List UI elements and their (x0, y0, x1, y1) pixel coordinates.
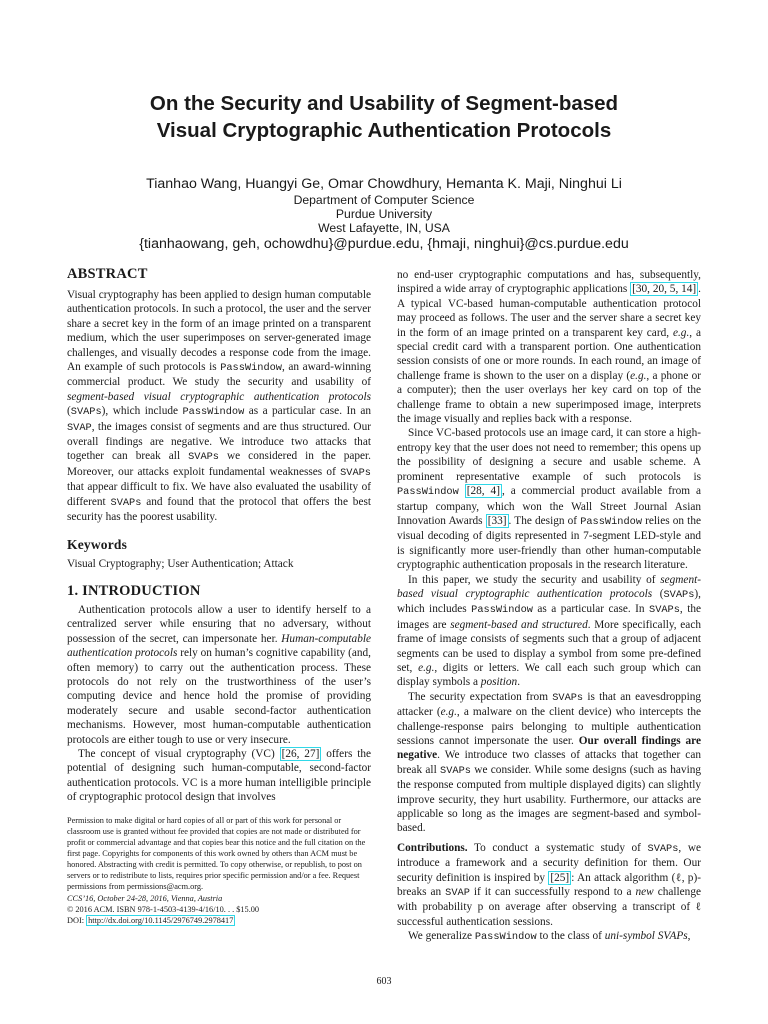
keywords-heading: Keywords (67, 536, 128, 552)
right-column (397, 268, 701, 945)
left-column (67, 265, 371, 805)
abstract-heading: ABSTRACT (67, 266, 148, 282)
intro-paragraph-2: The concept of visual cryptography (VC) [26, 27] offers the potential of designing such human-computable, second-factor authentication protocols. VC is a more human intelligible principle of cryptographic protocol design that involves (67, 747, 371, 804)
citation-link[interactable]: [33] (487, 514, 507, 527)
keywords-text: Visual Cryptography; User Authentication; Attack (67, 557, 294, 570)
contributions-paragraph: Contributions. To conduct a systematic study of SVAPs, we introduce a framework and a security definition for them. Our security definition is inspired by [25] : An attack algorithm (ℓ, p)-breaks an SVAP if it can successfully respond to a new challenge with probability p on average after observing a transcript of ℓ successful authentication sessions. (397, 841, 701, 928)
citation-link[interactable]: [25] (550, 871, 570, 884)
introduction-heading: 1. INTRODUCTION (67, 582, 201, 599)
author-block (40, 175, 728, 253)
title-line-2: Visual Cryptographic Authentication Protocols (156, 119, 612, 142)
right-paragraph-2: Since VC-based protocols use an image card, it can store a high-entropy key that the user does not need to remember; this opens up the possibility of designing a secure and usable scheme. A prominent representative example of such protocols is PassWindow [28, 4] , a commercial product available from a startup company, which won the Wall Street Journal Asian Innovation Awards [33] . The design of PassWindow relies on the visual decoding of digits represented in 7-segment LED-style and is significantly more user-friendly than other human-computable cryptographic authentication proposals in the research literature. (397, 427, 701, 572)
permission-notice (67, 815, 373, 926)
affiliation-univ: Purdue University (335, 207, 433, 221)
intro-paragraph-1: Authentication protocols allow a user to identify herself to a centralized server while ensuring that no adversary, without possession of the secret, can impersonate her. Human-computable authentication protocols rely on human’s cognitive capability (and, often memory) to carry out the authentication process. These protocols do not rely on the trustworthiness of the user’s computing device and hence hold the promise of providing moderately secure and usable second-factor authentication mechanisms. However, most human-computable authentication protocols are either tough to use or very insecure. (67, 603, 371, 746)
right-paragraph-1: no end-user cryptographic computations and has, subsequently, inspired a wide array of cryptographic applications [30, 20, 5, 14] . A typical VC-based human-computable authentication protocol may proceed as follows. The user and the server share a secret key in the form of an image printed on a transparent key card, e.g., a special credit card with a transparent portion. One authentication session consists of one or more rounds. In each round, an image of challenge frame is shown to the user on a display (e.g., a phone or a computer); then the user overlays her key card on top of the challenge frame to obtain a new superimposed image, interprets the image visually and replies back with a response. (397, 269, 701, 426)
title-line-1: On the Security and Usability of Segment-based (149, 92, 619, 115)
author-names: Tianhao Wang, Huangyi Ge, Omar Chowdhury, Hemanta K. Maji, Ninghui Li (146, 176, 622, 192)
copyright-line: © 2016 ACM. ISBN 978-1-4503-4139-4/16/10. . . $15.00 (67, 905, 260, 914)
right-paragraph-6: We generalize PassWindow to the class of uni-symbol SVAPs, (408, 930, 691, 944)
page-number: 603 (376, 976, 392, 987)
affiliation-location: West Lafayette, IN, USA (318, 221, 450, 235)
paper-title (40, 90, 728, 144)
citation-link[interactable]: [28, 4] (466, 485, 500, 498)
right-paragraph-3: In this paper, we study the security and usability of segment-based visual cryptographic authentication protocols (SVAPs), which includes PassWindow as a particular case. In SVAPs, the images are segment-based and structured. More specifically, each frame of image consists of segments such that a group of adjacent segments can be used to display a symbol from some pre-defined set, e.g., digits or letters. We call each such group which can display symbols a position. (397, 573, 701, 689)
author-emails: {tianhaowang, geh, ochowdhu}@purdue.edu, {hmaji, ninghui}@cs.purdue.edu (139, 236, 629, 252)
abstract-text: Visual cryptography has been applied to design human computable authentication protocols. In such a protocol, the user and the server share a secret key in the form of an image printed on a transparent medium, which the user superimposes on server-generated image challenges, and visually decodes a response code from the image. An example of such protocols is PassWindow, an award-winning commercial product. We study the security and usability of segment-based visual cryptographic authentication protocols (SVAPs), which include PassWindow as a particular case. In an SVAP, the images consist of segments and are thus structured. Our overall findings are negative. We introduce two attacks that together can break all SVAPs we considered in the paper. Moreover, our attacks exploit fundamental weaknesses of SVAPs that appear difficult to fix. We have also evaluated the usability of different SVAPs and found that the protocol that offers the best security has the poorest usability. (67, 289, 371, 524)
affiliation-dept: Department of Computer Science (293, 193, 475, 207)
doi-link[interactable]: http://dx.doi.org/10.1145/2976749.2978417 (88, 916, 234, 925)
permission-text: Permission to make digital or hard copies of all or part of this work for personal or classroom use is granted without fee provided that copies are not made or distributed for profit or commercial advantage and that copies bear this notice and the full citation on the first page. Copyrights for components of this work owned by others than ACM must be honored. Abstracting with credit is permitted. To copy otherwise, or republish, to post on servers or to redistribute to lists, requires prior specific permission and/or a fee. Request permissions from permissions@acm.org. (67, 816, 366, 891)
citation-link[interactable]: [30, 20, 5, 14] (632, 283, 697, 296)
doi-line: DOI: http://dx.doi.org/10.1145/2976749.2978417 (67, 916, 234, 925)
right-paragraph-4: The security expectation from SVAPs is that an eavesdropping attacker (e.g., a malware on the client device) who intercepts the challenge-response pairs belonging to multiple authentication sessions cannot impersonate the user. Our overall findings are negative. We introduce two classes of attacks that together can break all SVAPs we consider. While some designs (such as having the response computed from multiple displayed digits) can slightly improve security, they hurt usability. Furthermore, our attacks are applicable so long as the images are segment-based and symbol-based. (397, 690, 702, 835)
citation-link[interactable]: [26, 27] (281, 747, 320, 760)
conference-info: CCS’16, October 24-28, 2016, Vienna, Austria (67, 894, 223, 903)
